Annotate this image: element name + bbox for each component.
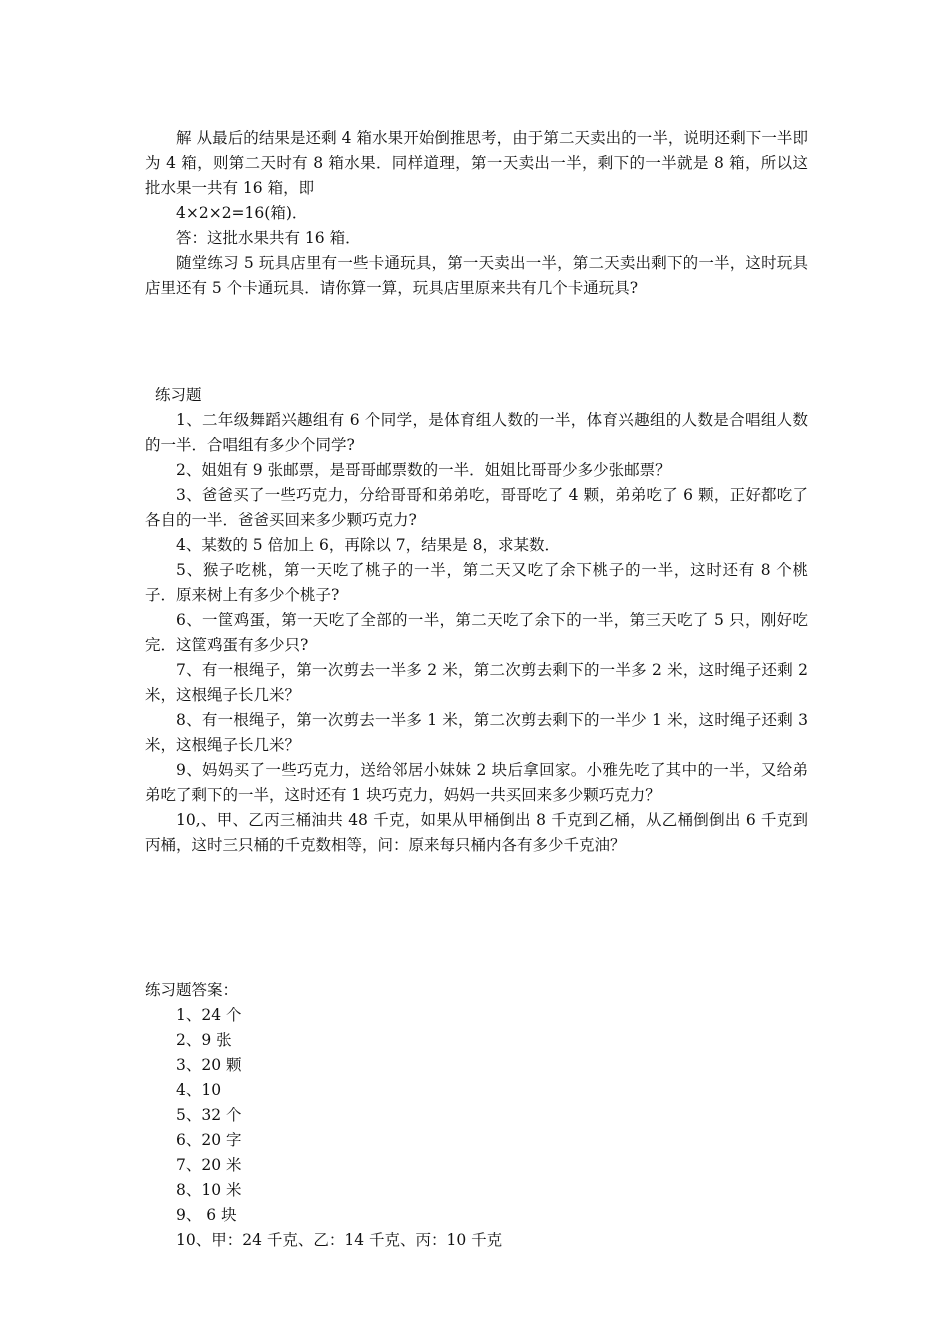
exercise-item: 9、妈妈买了一些巧克力，送给邻居小妹妹 2 块后拿回家。小雅先吃了其中的一半，又给弟弟吃了剩下的一半，这时还有 1 块巧克力，妈妈一共买回来多少颗巧克力？: [145, 761, 808, 804]
exercise-item: 4、某数的 5 倍加上 6，再除以 7，结果是 8，求某数．: [176, 536, 560, 554]
answer-item: 2、9 张: [176, 1031, 232, 1049]
solution-formula: 4×2×2=16(箱)．: [176, 204, 308, 222]
exercise-item: 3、爸爸买了一些巧克力，分给哥哥和弟弟吃，哥哥吃了 4 颗，弟弟吃了 6 颗，正好都吃了各自的一半．爸爸买回来多少颗巧克力?: [145, 486, 808, 529]
answer-item: 6、20 字: [176, 1131, 242, 1149]
spacer: [145, 301, 808, 383]
exercises-heading: 练习题: [155, 386, 202, 404]
answer-item: 7、20 米: [176, 1156, 242, 1174]
spacer: [145, 858, 808, 978]
exercise-item: 8、有一根绳子，第一次剪去一半多 1 米，第二次剪去剩下的一半少 1 米，这时绳子还剩 3 米，这根绳子长几米？: [145, 711, 808, 754]
exercise-item: 7、有一根绳子，第一次剪去一半多 2 米，第二次剪去剩下的一半多 2 米，这时绳子还剩 2 米，这根绳子长几米？: [145, 661, 808, 704]
exercise-item: 2、姐姐有 9 张邮票，是哥哥邮票数的一半．姐姐比哥哥少多少张邮票？: [176, 461, 671, 479]
solution-answer: 答：这批水果共有 16 箱．: [176, 229, 361, 247]
answer-item: 8、10 米: [176, 1181, 242, 1199]
answer-item: 10、甲：24 千克、乙：14 千克、丙：10 千克: [176, 1231, 503, 1249]
exercise-item: 6、一筐鸡蛋，第一天吃了全部的一半，第二天吃了余下的一半，第三天吃了 5 只，刚好吃完．这筐鸡蛋有多少只?: [145, 611, 808, 654]
practice-problem: 随堂练习 5 玩具店里有一些卡通玩具，第一天卖出一半，第二天卖出剩下的一半，这时玩具店里还有 5 个卡通玩具．请你算一算，玩具店里原来共有几个卡通玩具?: [145, 254, 808, 297]
exercise-item: 1、二年级舞蹈兴趣组有 6 个同学，是体育组人数的一半，体育兴趣组的人数是合唱组人数的一半．合唱组有多少个同学?: [145, 411, 808, 454]
answer-item: 5、32 个: [176, 1106, 242, 1124]
exercise-item: 5、猴子吃桃，第一天吃了桃子的一半，第二天又吃了余下桃子的一半，这时还有 8 个桃子．原来树上有多少个桃子?: [145, 561, 808, 604]
document-page: [145, 126, 808, 1253]
answer-item: 9、 6 块: [176, 1206, 237, 1224]
answers-heading: 练习题答案：: [145, 981, 239, 999]
solution-paragraph: 解 从最后的结果是还剩 4 箱水果开始倒推思考，由于第二天卖出的一半，说明还剩下一半即为 4 箱，则第二天时有 8 箱水果．同样道理，第一天卖出一半，剩下的一半就是 8 箱，所以这批水果一共有 16 箱，即: [145, 129, 808, 197]
answer-item: 1、24 个: [176, 1006, 242, 1024]
exercise-item: 10,、甲、乙丙三桶油共 48 千克，如果从甲桶倒出 8 千克到乙桶，从乙桶倒倒出 6 千克到丙桶，这时三只桶的千克数相等，问：原来每只桶内各有多少千克油？: [145, 811, 808, 854]
answer-item: 3、20 颗: [176, 1056, 242, 1074]
answer-item: 4、10: [176, 1081, 222, 1099]
